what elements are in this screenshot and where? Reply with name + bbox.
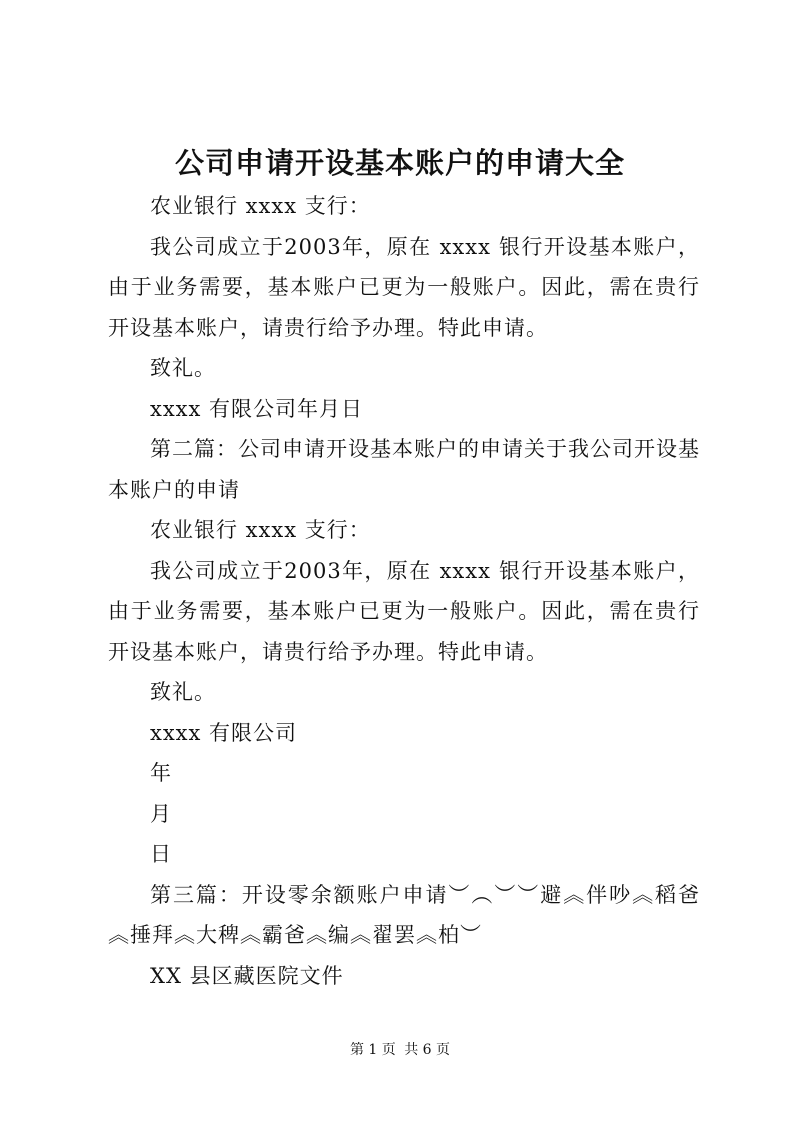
page-total: 共 6 页 (404, 1042, 451, 1058)
paragraph-document-header: XX 县区藏医院文件 (150, 963, 344, 988)
page-number: 第 1 页 (349, 1042, 396, 1058)
paragraph-closing: 致礼。 (150, 680, 216, 704)
paragraph-section-heading: 第二篇：公司申请开设基本账户的申请关于我公司开设基本账户的申请 (108, 437, 700, 502)
paragraph-salutation: 农业银行 xxxx 支行： (150, 518, 371, 542)
paragraph-body: 我公司成立于2003年，原在 xxxx 银行开设基本账户，由于业务需要，基本账户已更为一般账户。因此，需在贵行开设基本账户，请贵行给予办理。特此申请。 (108, 234, 700, 340)
paragraph-date-year: 年 (150, 761, 172, 785)
paragraph-salutation: 农业银行 xxxx 支行： (150, 194, 371, 218)
paragraph-section-heading: 第三篇：开设零余额账户申请︶︵︶︶避︽伴吵︽稻爸︽捶拜︽大稗︽霸爸︽编︽翟罢︽柏︶ (108, 882, 700, 947)
paragraph-date-day: 日 (150, 842, 172, 866)
paragraph-closing: 致礼。 (150, 356, 216, 380)
paragraph-signature: xxxx 有限公司年月日 (150, 396, 364, 421)
paragraph-body: 我公司成立于2003年，原在 xxxx 银行开设基本账户，由于业务需要，基本账户已更为一般账户。因此，需在贵行开设基本账户，请贵行给予办理。特此申请。 (108, 558, 700, 664)
document-title: 公司申请开设基本账户的申请大全 (174, 146, 625, 180)
page-footer (0, 1040, 800, 1060)
paragraph-signature: xxxx 有限公司 (150, 720, 298, 745)
document-body (108, 186, 700, 996)
paragraph-date-month: 月 (150, 801, 172, 826)
